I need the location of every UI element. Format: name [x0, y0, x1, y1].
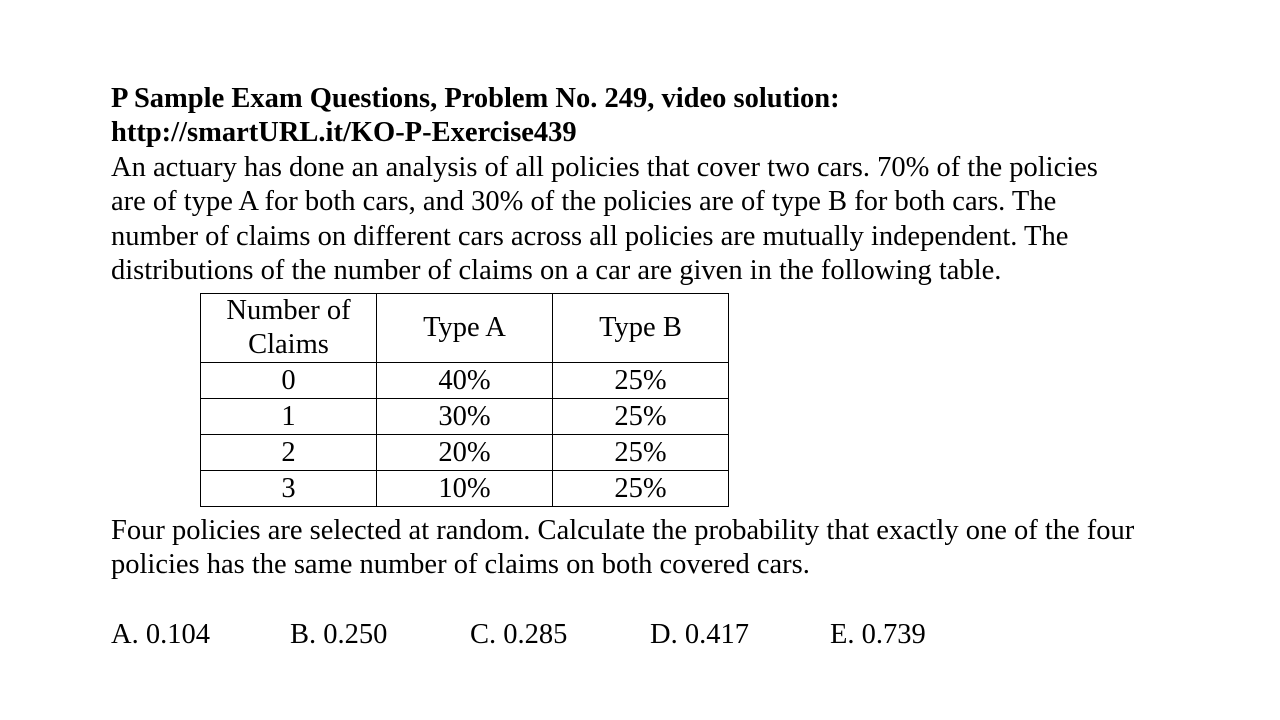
table-row	[201, 471, 729, 507]
problem-text	[111, 82, 1221, 288]
intro-line: are of type A for both cars, and 30% of the policies are of type B for both cars. The	[111, 186, 1057, 218]
question-text	[111, 514, 1221, 583]
intro-line: An actuary has done an analysis of all policies that cover two cars. 70% of the policies	[111, 151, 1098, 183]
table-row	[201, 435, 729, 471]
choice-c: C. 0.285	[470, 619, 568, 650]
table-cell: 30%	[377, 399, 553, 435]
table-cell: 10%	[377, 471, 553, 507]
table-header-row	[201, 294, 729, 363]
table-cell: 3	[201, 471, 377, 507]
table-cell: 20%	[377, 435, 553, 471]
header-number-of-claims: Number of Claims	[201, 294, 377, 363]
choice-a: A. 0.104	[111, 619, 210, 650]
table-row	[201, 363, 729, 399]
table-cell: 25%	[553, 399, 729, 435]
choice-d: D. 0.417	[650, 619, 749, 650]
choice-e: E. 0.739	[830, 619, 926, 650]
intro-line: number of claims on different cars across all policies are mutually independent. The	[111, 220, 1069, 252]
intro-line: distributions of the number of claims on a car are given in the following table.	[111, 255, 1002, 287]
problem-title: P Sample Exam Questions, Problem No. 249, video solution:	[111, 83, 840, 114]
header-type-b: Type B	[553, 294, 729, 363]
video-solution-link[interactable]: http://smartURL.it/KO-P-Exercise439	[111, 117, 577, 149]
table-cell: 25%	[553, 471, 729, 507]
table-row	[201, 399, 729, 435]
choice-b: B. 0.250	[290, 619, 388, 650]
table-cell: 0	[201, 363, 377, 399]
table-cell: 1	[201, 399, 377, 435]
table-cell: 25%	[553, 363, 729, 399]
table-cell: 40%	[377, 363, 553, 399]
table-cell: 25%	[553, 435, 729, 471]
question-line: Four policies are selected at random. Calculate the probability that exactly one of the four	[111, 515, 1135, 546]
table-cell: 2	[201, 435, 377, 471]
question-line: policies has the same number of claims on both covered cars.	[111, 549, 810, 581]
header-type-a: Type A	[377, 294, 553, 363]
claims-distribution-table	[200, 293, 729, 507]
